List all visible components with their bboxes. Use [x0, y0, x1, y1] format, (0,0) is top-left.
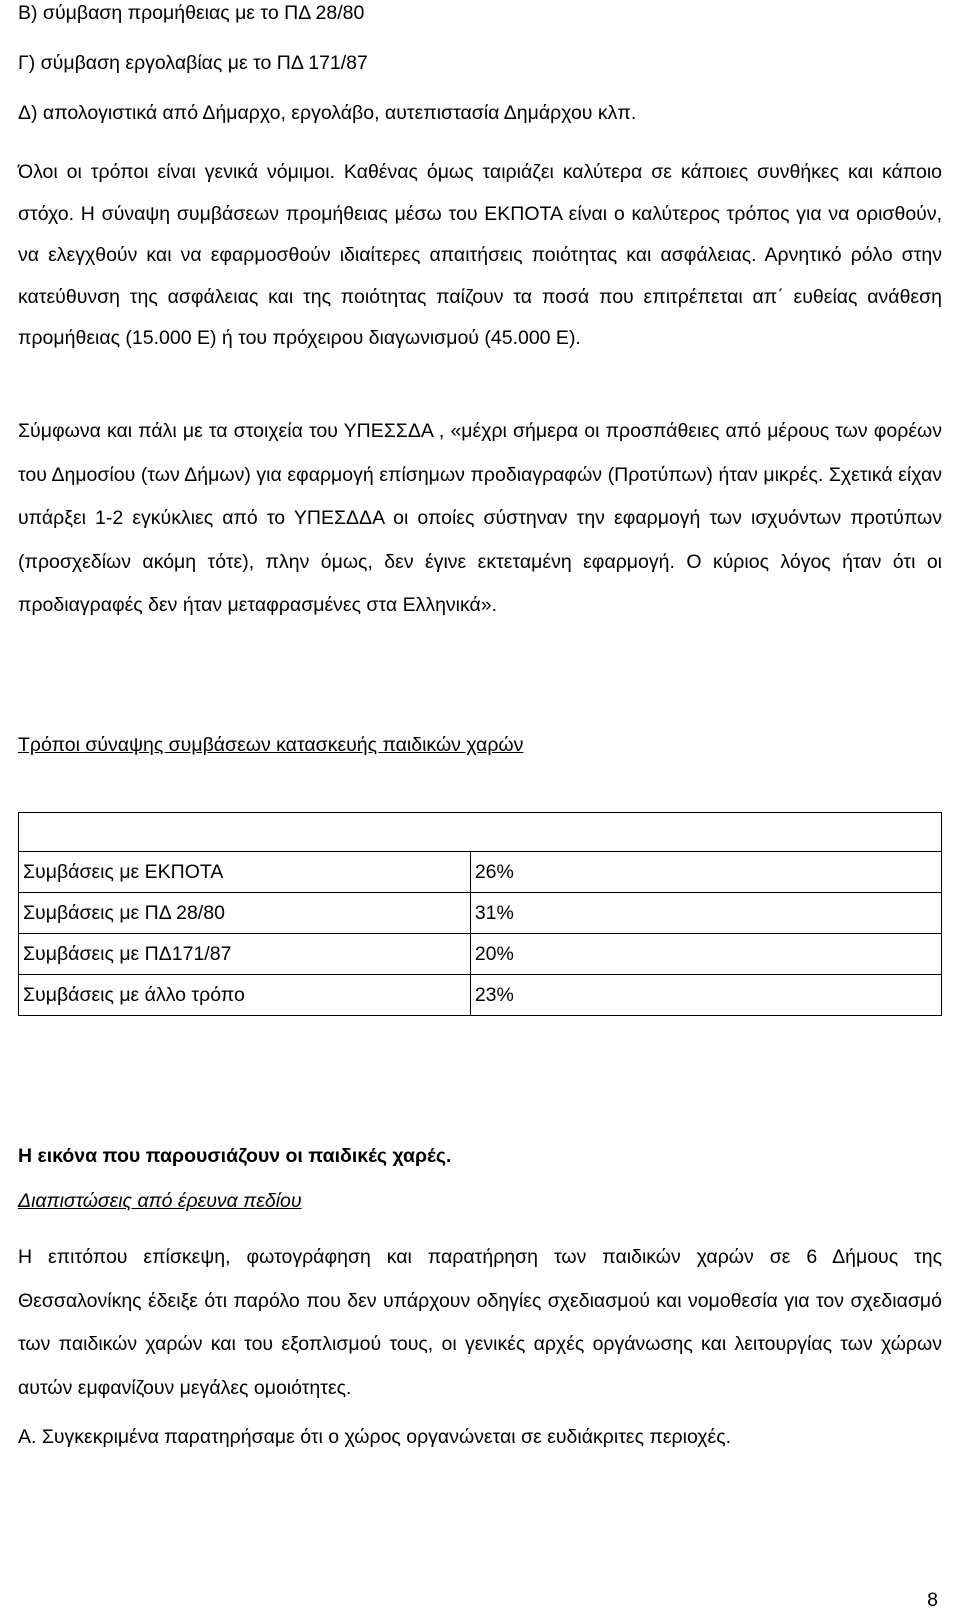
- table-header-cell: [19, 813, 942, 852]
- paragraph-field-research: Η επιτόπου επίσκεψη, φωτογράφηση και παρατήρηση των παιδικών χαρών σε 6 Δήμους της Θεσσαλονίκης έδειξε ότι παρόλο που δεν υπάρχουν οδηγίες σχεδιασμού και νομοθεσία για τον σχεδιασμό των παιδικών χαρών και του εξοπλισμού τους, οι γενικές αρχές οργάνωσης και λειτουργίας των χώρων αυτών εμφανίζουν μεγάλες ομοιότητες.: [18, 1246, 942, 1399]
- paragraph-observation-a: Α. Συγκεκριμένα παρατηρήσαμε ότι ο χώρος οργανώνεται σε ευδιάκριτες περιοχές.: [18, 1426, 732, 1448]
- table-heading: Τρόποι σύναψης συμβάσεων κατασκευής παιδικών χαρών: [18, 734, 524, 756]
- table-cell-label: Συμβάσεις με ΠΔ 28/80: [19, 893, 471, 934]
- contract-methods-table: [18, 812, 942, 1016]
- table-cell-value: 26%: [470, 852, 941, 893]
- table-row: [19, 852, 942, 893]
- list-item-g: Γ) σύμβαση εργολαβίας με το ΠΔ 171/87: [18, 52, 368, 74]
- table-cell-value: 20%: [470, 934, 941, 975]
- paragraph-ypessda-quote: Σύμφωνα και πάλι με τα στοιχεία του ΥΠΕΣΣΔΑ , «μέχρι σήμερα οι προσπάθειες από μέρους των φορέων του Δημοσίου (των Δήμων) για εφαρμογή επίσημων προδιαγραφών (Προτύπων) ήταν μικρές. Σχετικά είχαν υπάρξει 1-2 εγκύκλιες από το ΥΠΕΣΔΔΑ οι οποίες σύστηναν την εφαρμογή των ισχυόντων προτύπων (προσχεδίων ακόμη τότε), πλην όμως, δεν έγινε εκτεταμένη εφαρμογή. Ο κύριος λόγος ήταν ότι οι προδιαγραφές δεν ήταν μεταφρασμένες στα Ελληνικά».: [18, 420, 942, 617]
- table-row: [19, 893, 942, 934]
- page-number: 8: [927, 1589, 938, 1611]
- table-cell-label: Συμβάσεις με άλλο τρόπο: [19, 975, 471, 1016]
- table-cell-label: Συμβάσεις με ΠΔ171/87: [19, 934, 471, 975]
- list-item-d: Δ) απολογιστικά από Δήμαρχο, εργολάβο, αυτεπιστασία Δημάρχου κλπ.: [18, 102, 637, 124]
- subsection-heading: Διαπιστώσεις από έρευνα πεδίου: [18, 1190, 302, 1212]
- table-row: [19, 934, 942, 975]
- table-cell-label: Συμβάσεις με ΕΚΠΟΤΑ: [19, 852, 471, 893]
- list-item-b: Β) σύμβαση προμήθειας με το ΠΔ 28/80: [18, 2, 365, 24]
- paragraph-legal-methods: Όλοι οι τρόποι είναι γενικά νόμιμοι. Καθένας όμως ταιριάζει καλύτερα σε κάποιες συνθήκες και κάποιο στόχο. Η σύναψη συμβάσεων προμήθειας μέσω του ΕΚΠΟΤΑ είναι ο καλύτερος τρόπος για να ορισθούν, να ελεγχθούν και να εφαρμοσθούν ιδιαίτερες απαιτήσεις ποιότητας και ασφάλειας. Αρνητικό ρόλο στην κατεύθυνση της ασφάλειας και της ποιότητας παίζουν τα ποσά που επιτρέπεται απ΄ ευθείας ανάθεση προμήθειας (15.000 Ε) ή του πρόχειρου διαγωνισμού (45.000 Ε).: [18, 161, 942, 349]
- section-heading: Η εικόνα που παρουσιάζουν οι παιδικές χαρές.: [18, 1145, 452, 1167]
- table-cell-value: 31%: [470, 893, 941, 934]
- table-header-row: [19, 813, 942, 852]
- table-cell-value: 23%: [470, 975, 941, 1016]
- table-row: [19, 975, 942, 1016]
